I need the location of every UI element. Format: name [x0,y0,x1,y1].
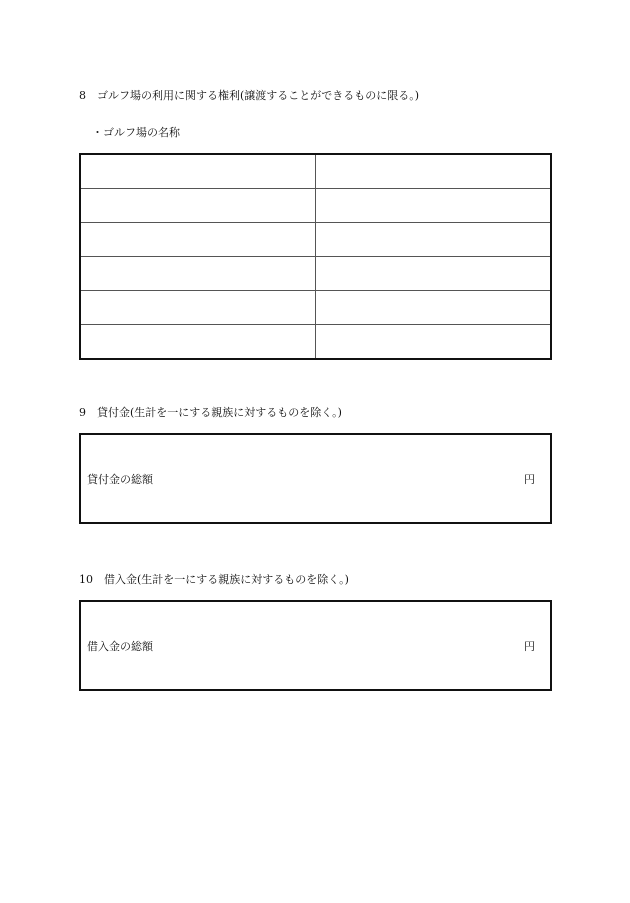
table-cell[interactable] [316,257,552,291]
table-row [80,291,551,325]
table-row [80,154,551,189]
yen-unit: 円 [524,473,535,486]
table-cell[interactable] [316,325,552,360]
golf-course-name-label: ・ゴルフ場の名称 [92,126,180,139]
borrowing-total-box[interactable] [79,600,552,691]
golf-course-table [79,153,552,360]
table-cell[interactable] [80,257,316,291]
table-cell[interactable] [80,154,316,189]
section-8-heading: 8 ゴルフ場の利用に関する権利(譲渡することができるものに限る。) [79,89,420,102]
table-cell[interactable] [80,325,316,360]
table-cell[interactable] [316,223,552,257]
section-9-heading: 9 貸付金(生計を一にする親族に対するものを除く。) [79,406,342,419]
yen-unit: 円 [524,640,535,653]
loan-total-label: 貸付金の総額 [87,473,153,486]
table-cell[interactable] [80,189,316,223]
table-row [80,189,551,223]
table-cell[interactable] [80,291,316,325]
borrowing-total-label: 借入金の総額 [87,640,153,653]
table-cell[interactable] [316,189,552,223]
table-row [80,257,551,291]
table-cell[interactable] [316,154,552,189]
table-row [80,223,551,257]
table-row [80,325,551,360]
table-cell[interactable] [316,291,552,325]
section-10-heading: 10 借入金(生計を一にする親族に対するものを除く。) [79,573,349,586]
loan-total-box[interactable] [79,433,552,524]
table-cell[interactable] [80,223,316,257]
